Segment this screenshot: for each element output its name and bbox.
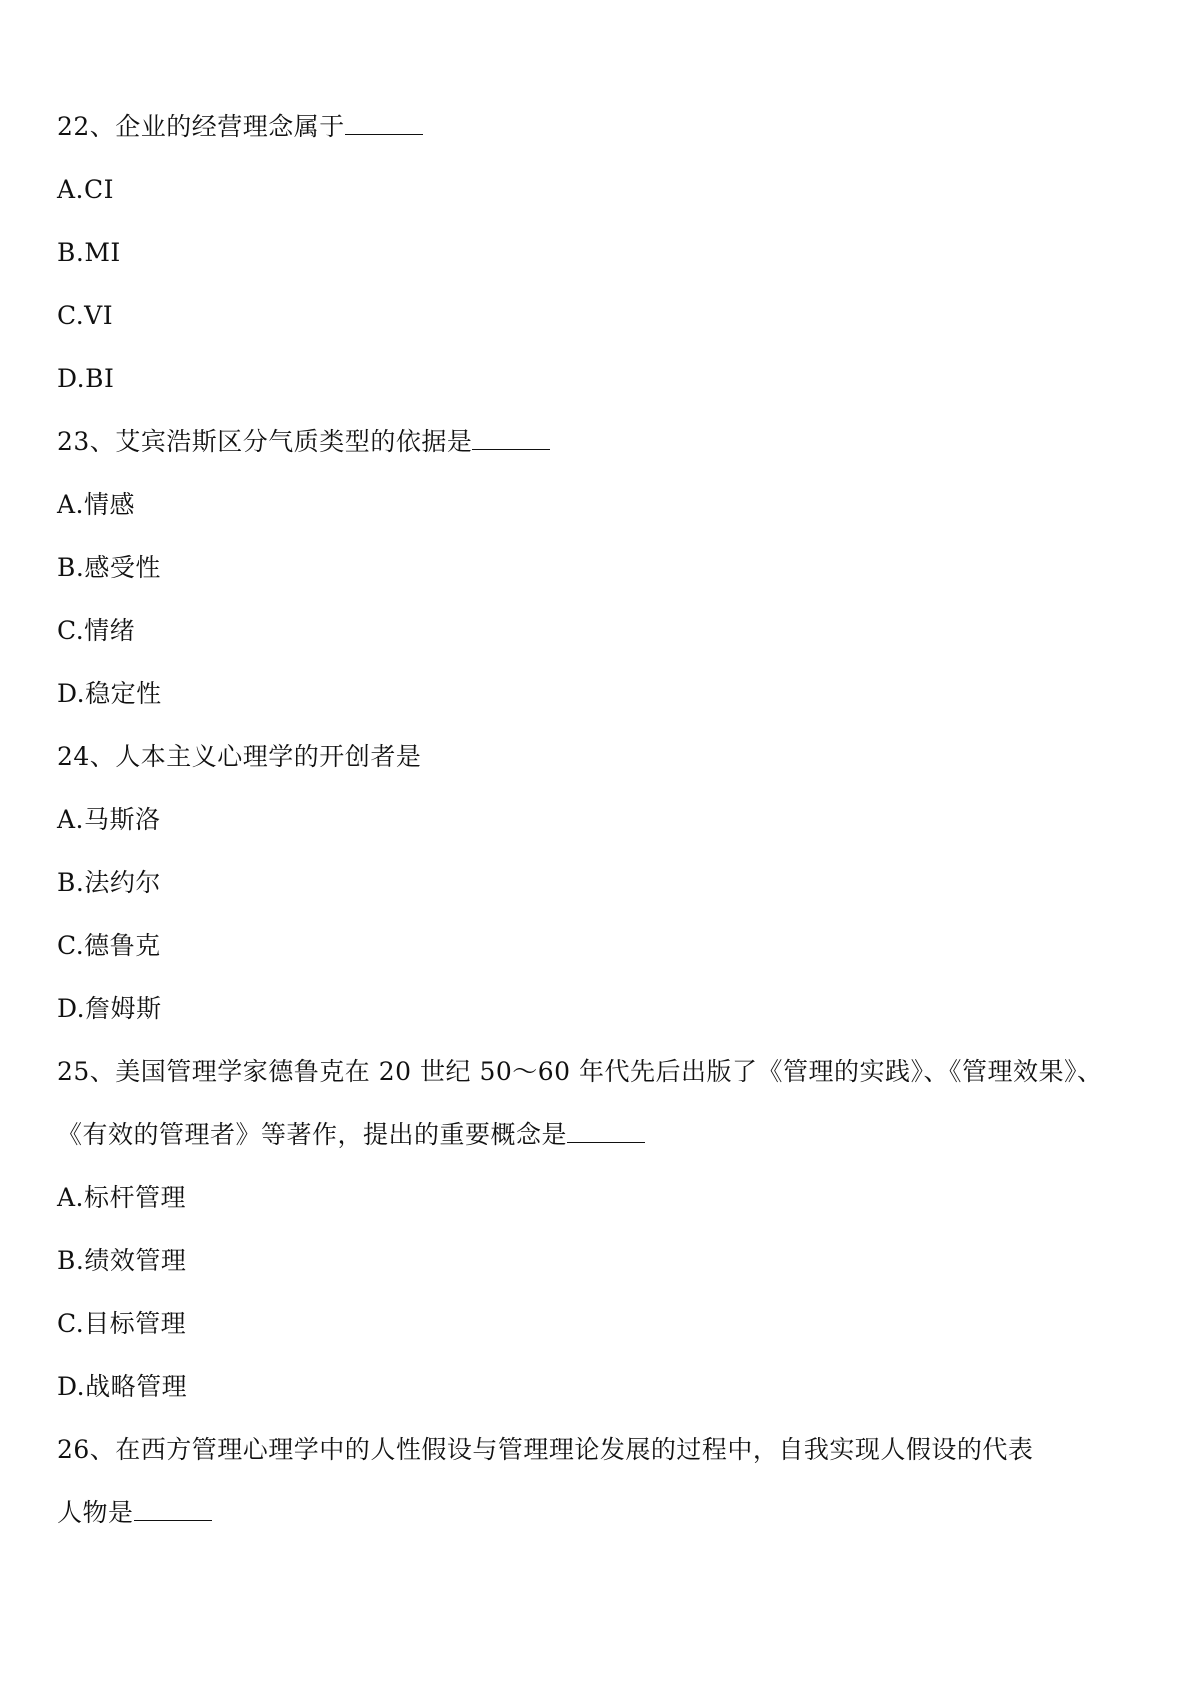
document-page <box>57 112 1137 1561</box>
question-26-stem-line-2 <box>57 1498 1137 1528</box>
question-25-option-b: B.绩效管理 <box>57 1246 187 1275</box>
question-23-option-d: D.稳定性 <box>57 679 162 708</box>
answer-blank <box>567 1120 645 1143</box>
question-24-text: 24、人本主义心理学的开创者是 <box>57 742 422 771</box>
question-22-option-a: A.CI <box>57 175 115 204</box>
question-23-option-b: B.感受性 <box>57 553 161 582</box>
question-22-option-b: B.MI <box>57 238 121 267</box>
question-25-stem-line-1: 25、美国管理学家德鲁克在 20 世纪 50～60 年代先后出版了《管理的实践》、《管理效果》、 <box>57 1057 1103 1086</box>
question-22-stem <box>57 112 1137 142</box>
question-23-option-a: A.情感 <box>57 490 136 519</box>
question-25-stem-line-2 <box>57 1120 1137 1150</box>
question-24-option-c: C.德鲁克 <box>57 931 161 960</box>
question-25-option-a: A.标杆管理 <box>57 1183 187 1212</box>
question-23-stem <box>57 427 1137 457</box>
question-25-option-c: C.目标管理 <box>57 1309 187 1338</box>
question-23-option-c: C.情绪 <box>57 616 136 645</box>
question-25-text: 《有效的管理者》等著作，提出的重要概念是 <box>57 1120 568 1149</box>
question-22-option-d: D.BI <box>57 364 115 393</box>
question-22-option-c: C.VI <box>57 301 114 330</box>
question-24-option-a: A.马斯洛 <box>57 805 161 834</box>
question-26-text: 人物是 <box>57 1498 134 1527</box>
question-25-option-d: D.战略管理 <box>57 1372 188 1401</box>
answer-blank <box>134 1498 212 1521</box>
answer-blank <box>345 112 423 135</box>
answer-blank <box>472 427 550 450</box>
question-24-option-d: D.詹姆斯 <box>57 994 162 1023</box>
question-22-text: 22、企业的经营理念属于 <box>57 112 345 141</box>
question-26-stem-line-1: 26、在西方管理心理学中的人性假设与管理理论发展的过程中，自我实现人假设的代表 <box>57 1435 1034 1464</box>
question-23-text: 23、艾宾浩斯区分气质类型的依据是 <box>57 427 473 456</box>
question-24-stem <box>57 742 1137 772</box>
question-24-option-b: B.法约尔 <box>57 868 161 897</box>
